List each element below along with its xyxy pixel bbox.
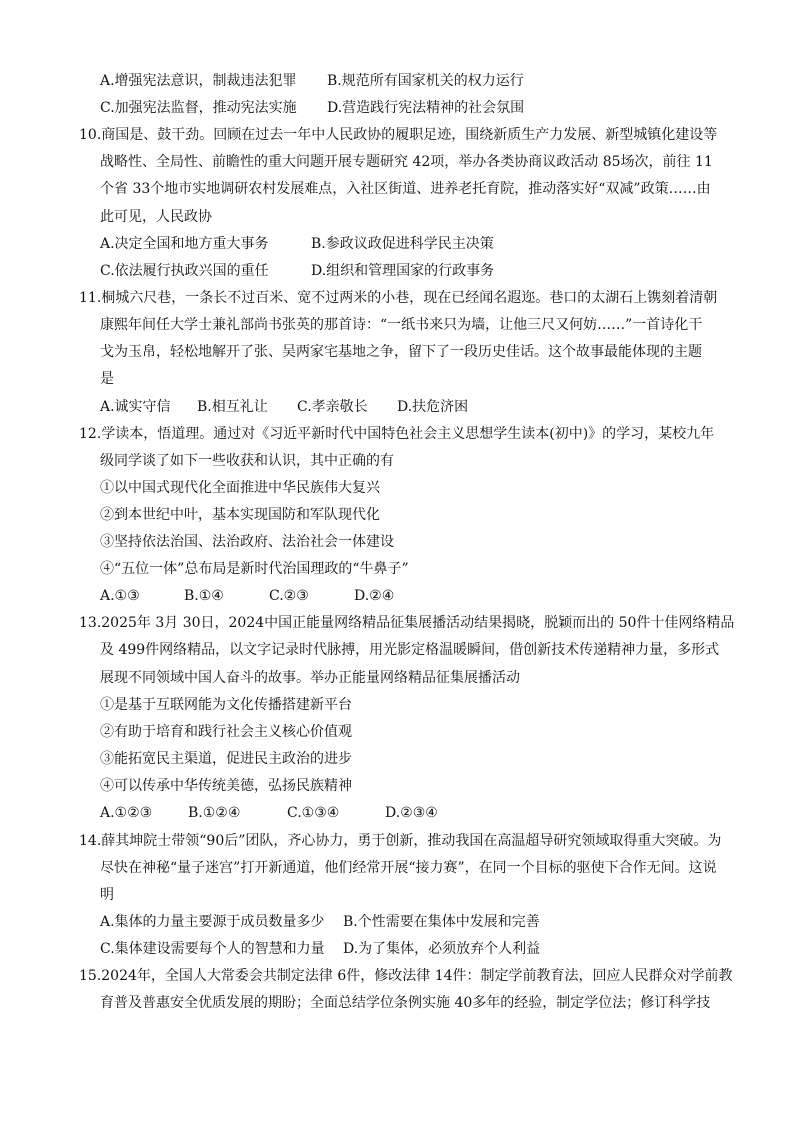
text-line (0, 397, 793, 417)
option-choice: D.扶危济困 (397, 399, 469, 415)
text-line: ④“五位一体”总布局是新时代治国理政的“牛鼻子” (100, 561, 409, 577)
text-line (0, 586, 793, 606)
option-choice: D.②③④ (385, 805, 438, 821)
option-choice: A.诚实守信 (100, 399, 171, 415)
text-line (0, 261, 793, 281)
text-line: 康熙年间任大学士兼礼部尚书张英的那首诗：“一纸书来只为墙，让他三尺又何妨……”一首诗化干 (100, 317, 703, 333)
text-line: 12.学读本，悟道理。通过对《习近平新时代中国特色社会主义思想学生读本(初中)》的学习，某校九年 (79, 426, 715, 442)
text-line: 10.商国是、鼓干劲。回顾在过去一年中人民政协的履职足迹，围绕新质生产力发展、新型城镇化建设等 (79, 127, 718, 143)
option-choice: B.规范所有国家机关的权力运行 (327, 73, 524, 89)
option-choice: A.①③ (100, 588, 140, 604)
text-line: 育普及普惠安全优质发展的期盼；全面总结学位条例实施 40多年的经验，制定学位法；修订科学技 (100, 995, 711, 1011)
text-line: 11.桐城六尺巷，一条长不过百米、宽不过两米的小巷，现在已经闻名遐迩。巷口的太湖石上镌刻着清朝 (79, 290, 718, 306)
text-line: ④可以传承中华传统美德，弘扬民族精神 (100, 778, 352, 794)
option-choice: B.参政议政促进科学民主决策 (311, 236, 494, 252)
option-choice: A.①②③ (100, 805, 153, 821)
option-choice: D.营造践行宪法精神的社会氛围 (327, 100, 525, 116)
option-choice: B.相互礼让 (197, 399, 268, 415)
option-choice: A.集体的力量主要源于成员数量多少 (100, 914, 325, 930)
text-line: 展现不同领域中国人奋斗的故事。举办正能量网络精品征集展播活动 (100, 670, 520, 686)
option-choice: C.依法履行执政兴国的重任 (100, 263, 269, 279)
text-line: ③坚持依法治国、法治政府、法治社会一体建设 (100, 534, 394, 550)
text-line: 级同学谈了如下一些收获和认识，其中正确的有 (100, 453, 394, 469)
option-choice: C.加强宪法监督，推动宪法实施 (100, 100, 297, 116)
text-line: 是 (100, 371, 114, 387)
text-line: 13.2025年 3月 30日，2024中国正能量网络精品征集展播活动结果揭晓，脱颖而出的 50件十佳网络精品 (79, 615, 735, 631)
option-choice: D.②④ (354, 588, 395, 604)
text-line: ②到本世纪中叶，基本实现国防和军队现代化 (100, 507, 380, 523)
text-line: ①以中国式现代化全面推进中华民族伟大复兴 (100, 480, 380, 496)
text-line: ③能拓宽民主渠道，促进民主政治的进步 (100, 751, 352, 767)
text-line: 个省 33个地市实地调研农村发展难点，入社区街道、进养老托育院，推动落实好“双减”政策……由 (100, 181, 711, 197)
option-choice: C.①③④ (287, 805, 340, 821)
text-line: 明 (100, 887, 114, 903)
option-choice: B.个性需要在集体中发展和完善 (343, 914, 540, 930)
option-choice: C.②③ (269, 588, 309, 604)
option-choice: D.组织和管理国家的行政事务 (311, 263, 495, 279)
text-line: 及 499件网络精品，以文字记录时代脉搏，用光影定格温暖瞬间，借创新技术传递精神力量，多形式 (100, 642, 720, 658)
text-line: ②有助于培育和践行社会主义核心价值观 (100, 724, 352, 740)
text-line (0, 803, 793, 823)
text-line: 戈为玉帛，轻松地解开了张、吴两家宅基地之争，留下了一段历史佳话。这个故事最能体现的主题 (100, 344, 702, 360)
text-line: 尽快在神秘“量子迷宫”打开新通道，他们经常开展“接力赛”，在同一个目标的驱使下合作无间。这说 (100, 860, 717, 876)
text-line: 战略性、全局性、前瞻性的重大问题开展专题研究 42项，举办各类协商议政活动 85场次，前往 11 (100, 154, 713, 170)
option-choice: C.孝亲敬长 (297, 399, 368, 415)
text-line: 此可见，人民政协 (100, 209, 212, 225)
option-choice: B.①④ (184, 588, 224, 604)
text-line (0, 912, 793, 932)
option-choice: D.为了集体，必须放弃个人利益 (343, 941, 541, 957)
text-line: 14.薛其坤院士带领“90后”团队，齐心协力，勇于创新，推动我国在高温超导研究领域取得重大突破。为 (79, 833, 722, 849)
option-choice: B.①②④ (188, 805, 241, 821)
text-line (0, 939, 793, 959)
text-line (0, 71, 793, 91)
option-choice: C.集体建设需要每个人的智慧和力量 (100, 941, 325, 957)
text-line (0, 98, 793, 118)
text-line: 15.2024年，全国人大常委会共制定法律 6件，修改法律 14件：制定学前教育法，回应人民群众对学前教 (79, 968, 733, 984)
option-choice: A.决定全国和地方重大事务 (100, 236, 269, 252)
option-choice: A.增强宪法意识，制裁违法犯罪 (100, 73, 297, 89)
text-line (0, 234, 793, 254)
text-line: ①是基于互联网能为文化传播搭建新平台 (100, 697, 352, 713)
